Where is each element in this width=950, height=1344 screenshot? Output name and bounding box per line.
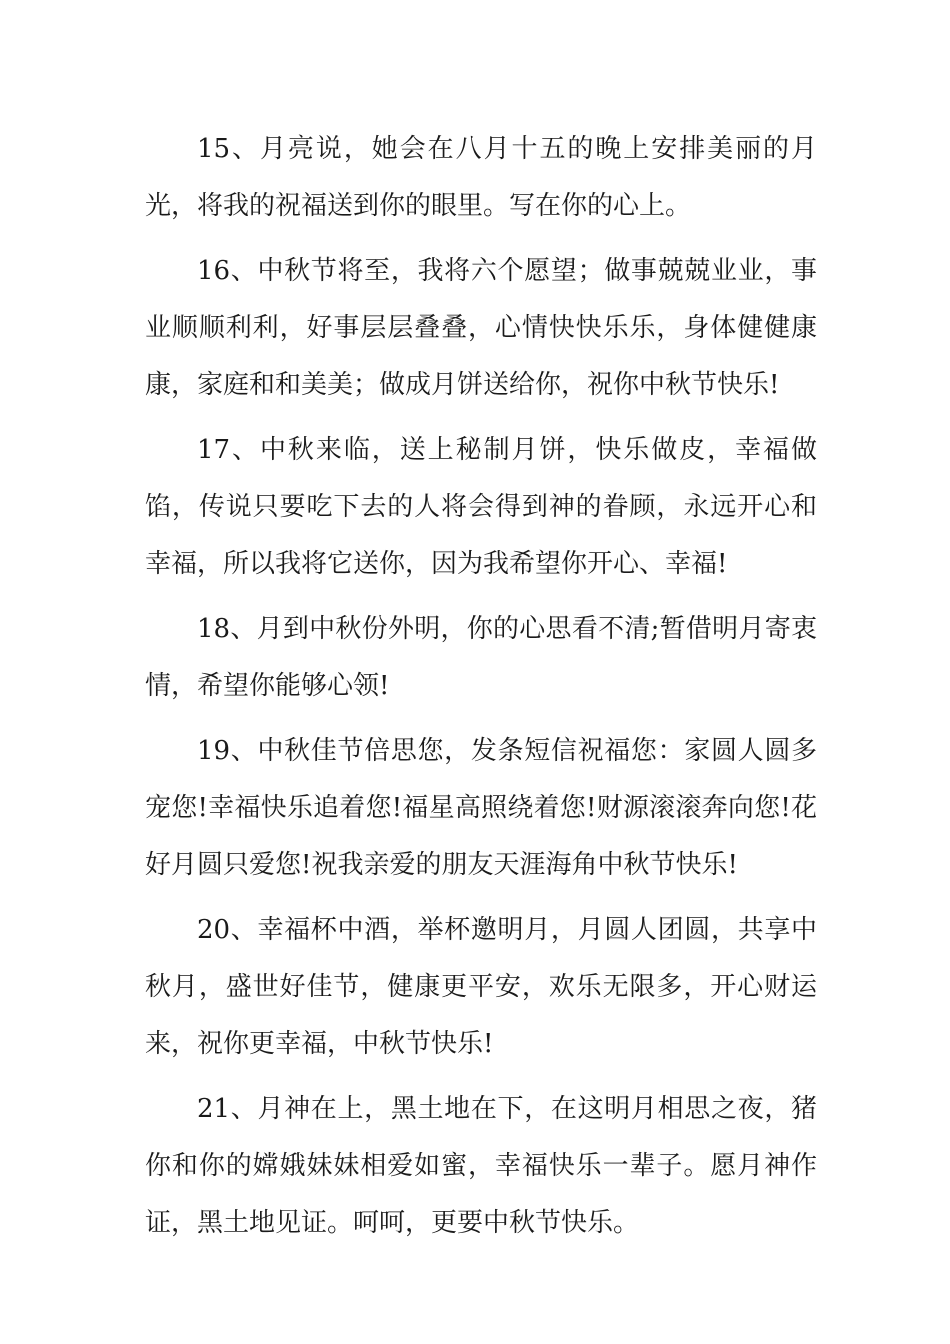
paragraph-18: 18、月到中秋份外明，你的心思看不清;暂借明月寄衷情，希望你能够心领! xyxy=(145,614,817,701)
paragraph-15: 15、月亮说，她会在八月十五的晚上安排美丽的月光，将我的祝福送到你的眼里。写在你的心上。 xyxy=(145,134,817,221)
paragraph-17: 17、中秋来临，送上秘制月饼，快乐做皮，幸福做馅，传说只要吃下去的人将会得到神的眷顾，永远开心和幸福，所以我将它送你，因为我希望你开心、幸福! xyxy=(145,435,817,579)
paragraph-19: 19、中秋佳节倍思您，发条短信祝福您：家圆人圆多宠您!幸福快乐追着您!福星高照绕着您!财源滚滚奔向您!花好月圆只爱您!祝我亲爱的朋友天涯海角中秋节快乐! xyxy=(145,736,817,880)
paragraph-21: 21、月神在上，黑土地在下，在这明月相思之夜，猪你和你的嫦娥妹妹相爱如蜜，幸福快乐一辈子。愿月神作证，黑土地见证。呵呵，更要中秋节快乐。 xyxy=(145,1094,817,1238)
document-body xyxy=(145,121,817,1260)
paragraph-16: 16、中秋节将至，我将六个愿望；做事兢兢业业，事业顺顺利利，好事层层叠叠，心情快快乐乐，身体健健康康，家庭和和美美；做成月饼送给你，祝你中秋节快乐! xyxy=(145,256,817,400)
paragraph-20: 20、幸福杯中酒，举杯邀明月，月圆人团圆，共享中秋月，盛世好佳节，健康更平安，欢乐无限多，开心财运来，祝你更幸福，中秋节快乐! xyxy=(145,915,817,1059)
